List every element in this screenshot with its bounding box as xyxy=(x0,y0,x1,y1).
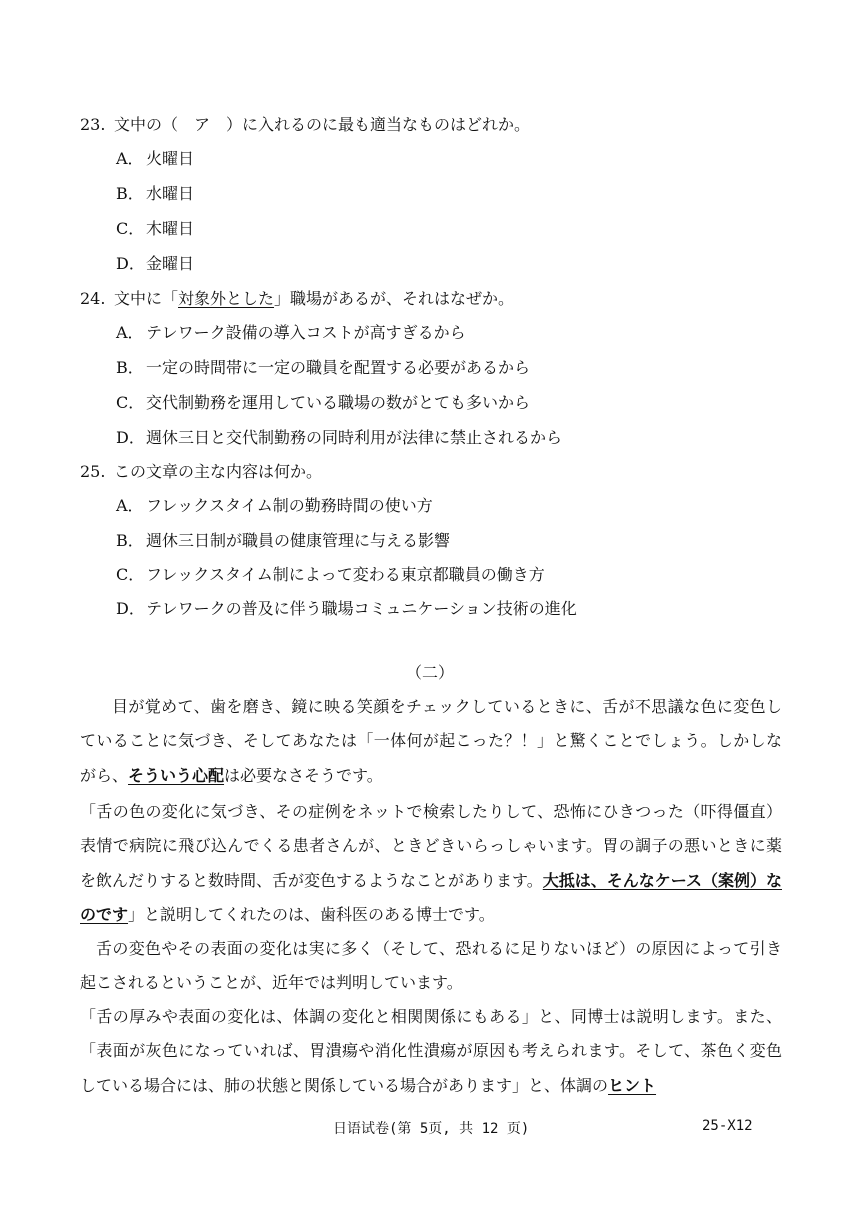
underlined-phrase: 対象外とした xyxy=(178,289,275,308)
option-23-a: A． 火曜日 xyxy=(116,149,195,168)
question-number: 23. xyxy=(80,115,106,134)
option-25-c: C． フレックスタイム制によって変わる東京都職員の働き方 xyxy=(116,565,545,584)
option-24-c: C． 交代制勤務を運用している職場の数がとても多いから xyxy=(116,393,531,412)
option-24-d: D．週休三日と交代制勤務の同時利用が法律に禁止されるから xyxy=(116,428,563,447)
option-23-d: D．金曜日 xyxy=(116,254,195,273)
question-number: 24. xyxy=(80,289,106,308)
bold-underlined-phrase: そういう心配 xyxy=(128,765,225,785)
option-24-a: A． テレワーク設備の導入コストが高すぎるから xyxy=(116,323,466,342)
question-25 xyxy=(80,459,322,482)
exam-code: 25-X12 xyxy=(702,1118,753,1134)
option-25-d: D．テレワークの普及に伴う職場コミュニケーション技術の進化 xyxy=(116,599,577,618)
option-23-b: B． 水曜日 xyxy=(116,184,195,203)
option-24-b: B． 一定の時間帯に一定の職員を配置する必要があるから xyxy=(116,358,531,377)
passage-paragraph-3: 舌の変色やその表面の変化は実に多く（そして、恐れるに足りないほど）の原因によって引き起こされるということが、近年では判明しています。 xyxy=(80,939,782,993)
question-24: 24. 文中に「対象外とした」職場があるが、それはなぜか。 xyxy=(80,289,515,308)
option-25-b: B． 週休三日制が職員の健康管理に与える影響 xyxy=(116,531,451,550)
question-23 xyxy=(80,112,530,135)
section-title: （二） xyxy=(405,663,454,682)
bold-underlined-phrase: 大抵は、そんなケース（案例）なのです xyxy=(80,870,782,924)
passage-paragraph-4: 「舌の厚みや表面の変化は、体調の変化と相関関係にもある」と、同博士は説明します。また、「表面が灰色になっていれば、胃潰瘍や消化性潰瘍が原因も考えられます。そして、茶色く変色している場合には、肺の状態と関係している場合があります」と、体調のヒント xyxy=(80,1007,782,1095)
option-25-a: A． フレックスタイム制の勤務時間の使い方 xyxy=(116,496,433,515)
question-prompt: 文中の（ ア ）に入れるのに最も適当なものはどれか。 xyxy=(114,115,531,134)
option-23-c: C． 木曜日 xyxy=(116,219,195,238)
page-footer: 日语试卷(第 5页, 共 12 页) xyxy=(333,1121,530,1137)
question-number: 25. xyxy=(80,462,106,481)
passage-paragraph-2: 「舌の色の変化に気づき、その症例をネットで検索したりして、恐怖にひきつった（吓得僵直）表情で病院に飛び込んでくる患者さんが、ときどきいらっしゃいます。胃の調子の悪いときに薬を飲んだりすると数時間、舌が変色するようなことがあります。大抵は、そんなケース（案例）なのです」と説明してくれたのは、歯科医のある博士です。 xyxy=(80,802,782,924)
passage-paragraph-1: 目が覚めて、歯を磨き、鏡に映る笑顔をチェックしているときに、舌が不思議な色に変色していることに気づき、そしてあなたは「一体何が起こった？！」と驚くことでしょう。しかしながら、そういう心配は必要なさそうです。 xyxy=(80,697,782,785)
bold-underlined-phrase: ヒント xyxy=(608,1075,657,1095)
question-prompt: この文章の主な内容は何か。 xyxy=(114,462,323,481)
